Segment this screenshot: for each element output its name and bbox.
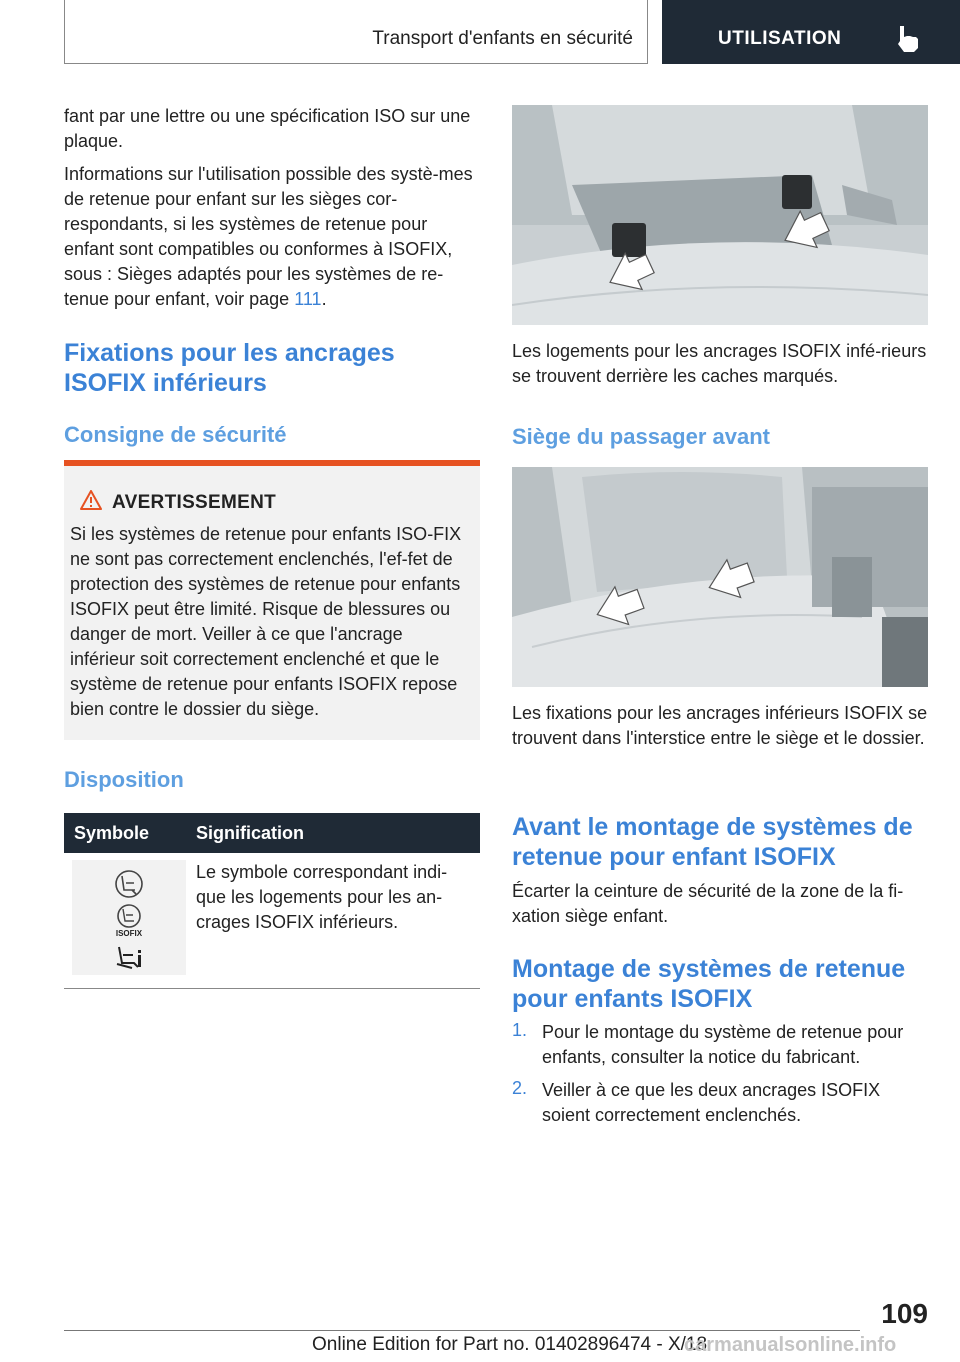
subheading-safety: Consigne de sécurité xyxy=(64,422,287,447)
isofix-symbols-icon xyxy=(72,860,186,975)
subheading-disposition: Disposition xyxy=(64,767,184,792)
chapter-header xyxy=(662,0,960,64)
chapter-title: UTILISATION xyxy=(718,28,842,49)
table-row-meaning: Le symbole correspondant indi-que les logements pour les an-crages ISOFIX inférieurs. xyxy=(196,862,448,932)
isofix-label: ISOFIX xyxy=(115,929,143,938)
footer-rule xyxy=(64,1330,860,1331)
intro-paragraph-2 xyxy=(64,162,480,312)
intro-paragraph-1: fant par une lettre ou une spécification ISO sur une plaque. xyxy=(64,106,471,151)
step-text: Pour le montage du système de retenue pour enfants, consulter la notice du fabricant. xyxy=(542,1022,904,1067)
page-number: 109 xyxy=(881,1298,928,1329)
list-item xyxy=(512,1020,928,1070)
page-link[interactable]: 111 xyxy=(294,289,322,309)
col-symbol: Symbole xyxy=(74,823,150,843)
warning-triangle-icon xyxy=(80,490,102,510)
photo-rear-seat-isofix xyxy=(512,105,928,325)
heading-mounting: Montage de systèmes de retenue pour enfants ISOFIX xyxy=(512,955,906,1013)
photo-passenger-seat-isofix xyxy=(512,467,928,687)
symbol-cell xyxy=(72,860,186,975)
intro-paragraph-2-text: Informations sur l'utilisation possible des systè-mes de retenue pour enfant sur les sièges cor-respondants, si les systèmes de retenue pour enfant sont compatibles ou conformes à ISOFIX, sous : Sièges adaptés pour les systèmes de re-tenue pour enfant, voir page xyxy=(64,164,473,309)
warning-body: Si les systèmes de retenue pour enfants ISO-FIX ne sont pas correctement enclenchés, l'ef-fet de protection des systèmes de retenue pour enfants ISOFIX peut être limité. Risque de blessures ou danger de mort. Veiller à ce que l'ancrage inférieur soit correctement enclenché et que le système de retenue pour enfants ISOFIX repose bien contre le dossier du siège. xyxy=(70,524,462,719)
photo2-caption: Les fixations pour les ancrages inférieurs ISOFIX se trouvent dans l'interstice entre le siège et le dossier. xyxy=(512,703,928,748)
table-header xyxy=(64,813,480,853)
intro-section xyxy=(64,104,480,312)
paragraph-before-mounting: Écarter la ceinture de sécurité de la zone de la fi-xation siège enfant. xyxy=(512,881,904,926)
list-item xyxy=(512,1078,928,1128)
col-meaning: Signification xyxy=(196,823,304,843)
steps-list xyxy=(512,1020,928,1128)
pointing-hand-icon xyxy=(894,24,922,54)
photo1-caption: Les logements pour les ancrages ISOFIX infé-rieurs se trouvent derrière les caches marqués. xyxy=(512,341,927,386)
watermark: carmanualsonline.info xyxy=(684,1334,897,1356)
step-number: 1. xyxy=(512,1020,528,1040)
warning-box xyxy=(64,460,480,740)
heading-fixations: Fixations pour les ancrages ISOFIX inférieurs xyxy=(64,339,395,397)
table-bottom-rule xyxy=(64,988,480,989)
edition-text: Online Edition for Part no. 01402896474 - X/18 xyxy=(312,1334,708,1355)
section-header xyxy=(64,0,648,64)
step-number: 2. xyxy=(512,1078,528,1098)
subheading-passenger: Siège du passager avant xyxy=(512,424,770,449)
intro-paragraph-2-end: . xyxy=(321,289,327,309)
step-text: Veiller à ce que les deux ancrages ISOFIX soient correctement enclenchés. xyxy=(542,1080,881,1125)
heading-before-mounting: Avant le montage de systèmes de retenue pour enfant ISOFIX xyxy=(512,813,913,871)
section-title: Transport d'enfants en sécurité xyxy=(372,28,633,49)
warning-title: AVERTISSEMENT xyxy=(112,492,277,513)
